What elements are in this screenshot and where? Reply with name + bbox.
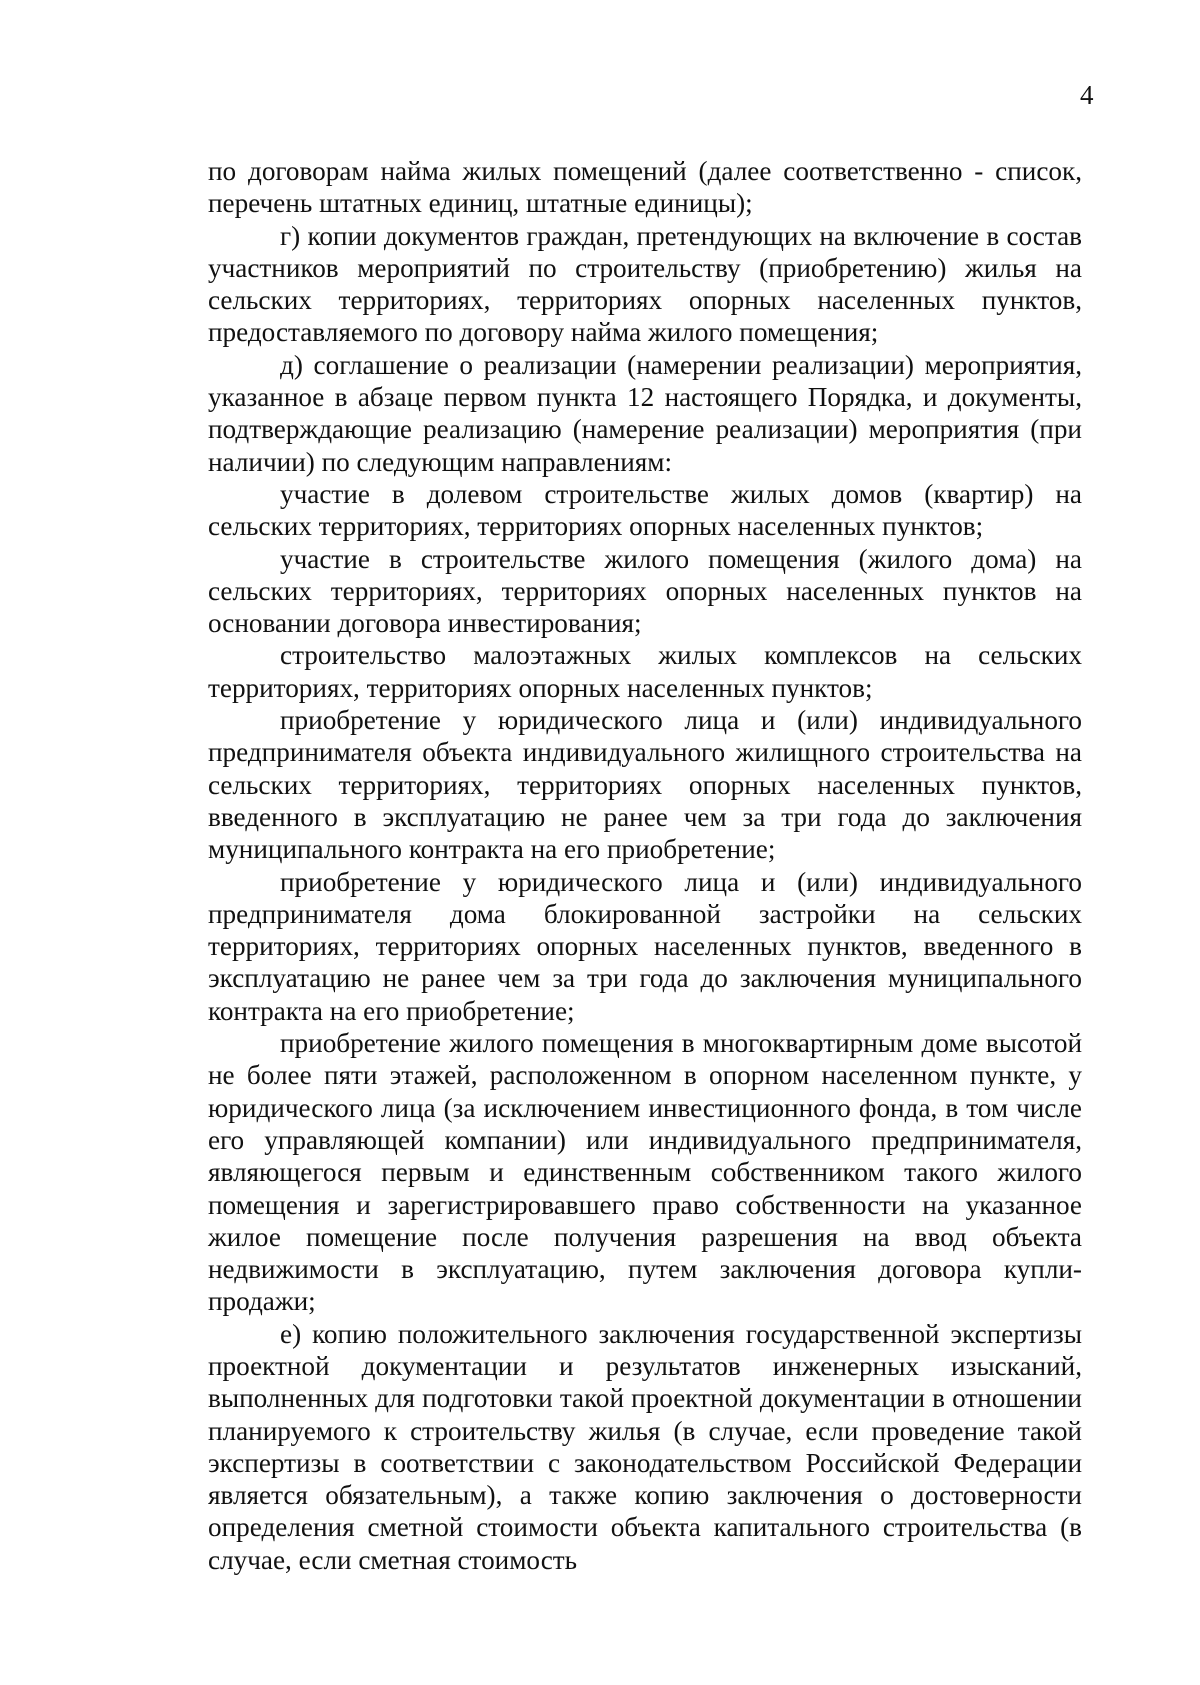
- paragraph-direction-investment-construction: участие в строительстве жилого помещения (жилого дома) на сельских территориях, территориях опорных населенных пунктов на основании договора инвестирования;: [208, 543, 1082, 639]
- paragraph-direction-shared-construction: участие в долевом строительстве жилых домов (квартир) на сельских территориях, территориях опорных населенных пунктов;: [208, 478, 1082, 542]
- paragraph-item-d: д) соглашение о реализации (намерении реализации) мероприятия, указанное в абзаце первом пункта 12 настоящего Порядка, и документы, подтверждающие реализацию (намерение реализации) мероприятия (при наличии) по следующим направлениям:: [208, 349, 1082, 477]
- paragraph-direction-blocked-house: приобретение у юридического лица и (или) индивидуального предпринимателя дома блокированной застройки на сельских территориях, территориях опорных населенных пунктов, введенного в эксплуатацию не ранее чем за три года до заключения муниципального контракта на его приобретение;: [208, 866, 1082, 1026]
- paragraph-item-g: г) копии документов граждан, претендующих на включение в состав участников мероприятий по строительству (приобретению) жилья на сельских территориях, территориях опорных населенных пунктов, предоставляемого по договору найма жилого помещения;: [208, 220, 1082, 348]
- paragraph-item-e: е) копию положительного заключения государственной экспертизы проектной документации и результатов инженерных изысканий, выполненных для подготовки такой проектной документации в отношении планируемого к строительству жилья (в случае, если проведение такой экспертизы в соответствии с законодательством Российской Федерации является обязательным), а также копию заключения о достоверности определения сметной стоимости объекта капитального строительства (в случае, если сметная стоимость: [208, 1318, 1082, 1575]
- paragraph-continuation: по договорам найма жилых помещений (далее соответственно - список, перечень штатных единиц, штатные единицы);: [208, 156, 1082, 219]
- paragraph-direction-apartment-building: приобретение жилого помещения в многоквартирным доме высотой не более пяти этажей, расположенном в опорном населенном пункте, у юридического лица (за исключением инвестиционного фонда, в том числе его управляющей компании) или индивидуального предпринимателя, являющегося первым и единственным собственником такого жилого помещения и зарегистрировавшего право собственности на указанное жилое помещение после получения разрешения на ввод объекта недвижимости в эксплуатацию, путем заключения договора купли-продажи;: [208, 1028, 1082, 1317]
- page-number: 4: [1080, 80, 1094, 110]
- paragraph-direction-low-rise-complexes: строительство малоэтажных жилых комплексов на сельских территориях, территориях опорных населенных пунктов;: [208, 640, 1082, 703]
- paragraph-direction-individual-housing: приобретение у юридического лица и (или) индивидуального предпринимателя объекта индивидуального жилищного строительства на сельских территориях, территориях опорных населенных пунктов, введенного в эксплуатацию не ранее чем за три года до заключения муниципального контракта на его приобретение;: [208, 705, 1082, 865]
- document-body: [208, 155, 1082, 1576]
